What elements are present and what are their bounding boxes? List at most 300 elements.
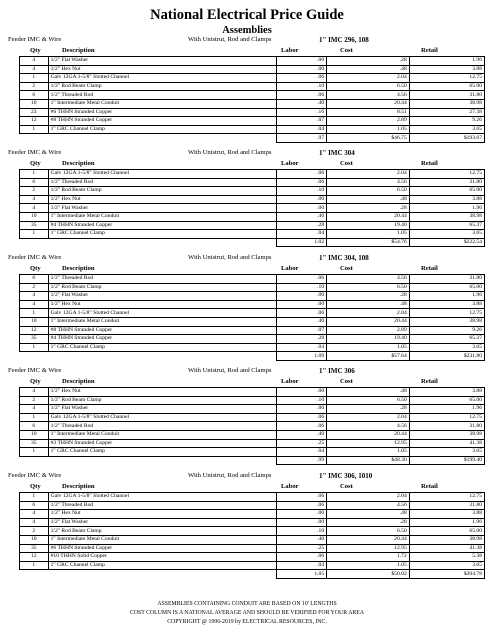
cell-desc: #8 THHN Stranded Copper — [48, 117, 277, 126]
table-row — [20, 413, 485, 422]
cell-retail: 27.38 — [409, 108, 484, 117]
cell-qty: 4 — [20, 204, 49, 213]
cell-cost: 20.44 — [327, 212, 410, 221]
cell-labor: .00 — [277, 388, 327, 397]
cell-desc: 1/2" Rod Beam Clamp — [48, 187, 277, 196]
column-header-qty: Qty — [30, 378, 41, 385]
table-row — [20, 388, 485, 397]
cell-desc: 1" GRC Channel Clamp — [48, 448, 277, 457]
cell-retail: 12.75 — [409, 413, 484, 422]
cell-qty: 1 — [20, 170, 49, 179]
cell-cost: 4.56 — [327, 275, 410, 284]
assembly-code: 1" IMC 296, 108 — [319, 36, 369, 44]
column-header-retail: Retail — [421, 483, 438, 490]
cell-desc: 1" Intermediate Metal Conduit — [48, 212, 277, 221]
cell-retail: 65.37 — [409, 221, 484, 230]
cell-retail: 65.37 — [409, 335, 484, 344]
total-spacer — [48, 134, 277, 143]
assembly-code: 1" IMC 306, 1010 — [319, 472, 373, 480]
cell-qty: 4 — [20, 518, 49, 527]
table-row — [20, 518, 485, 527]
cell-cost: 1.05 — [327, 561, 410, 570]
cell-desc: 1/2" Rod Beam Clamp — [48, 283, 277, 292]
cell-retail: 1.96 — [409, 292, 484, 301]
cell-cost: 6.50 — [327, 82, 410, 91]
total-spacer — [20, 570, 49, 579]
assembly-code: 1" IMC 304, 108 — [319, 254, 369, 262]
cell-desc: 1/2" Threaded Rod — [48, 91, 277, 100]
cell-desc: 1/2" Threaded Rod — [48, 275, 277, 284]
table-row — [20, 448, 485, 457]
cell-cost: 2.04 — [327, 74, 410, 83]
cell-retail: 38.98 — [409, 99, 484, 108]
table-row — [20, 74, 485, 83]
assembly-category: Feeder IMC & Wire — [8, 472, 62, 479]
cell-labor: .10 — [277, 396, 327, 405]
cell-qty: 1 — [20, 413, 49, 422]
cell-desc: 1/2" Flat Washer — [48, 57, 277, 66]
table-row — [20, 65, 485, 74]
cell-qty: 35 — [20, 544, 49, 553]
cell-qty: 10 — [20, 430, 49, 439]
table-row — [20, 57, 485, 66]
cell-cost: 12.95 — [327, 439, 410, 448]
total-labor: .99 — [277, 456, 327, 465]
cell-retail: 12.75 — [409, 74, 484, 83]
cell-retail: 3.88 — [409, 300, 484, 309]
table-row — [20, 195, 485, 204]
cell-desc: 1/2" Threaded Rod — [48, 501, 277, 510]
cell-qty: 4 — [20, 195, 49, 204]
assembly-code: 1" IMC 306 — [319, 367, 355, 375]
total-cost: $54.76 — [327, 238, 410, 247]
cell-qty: 1 — [20, 493, 49, 502]
cell-desc: 1/2" Flat Washer — [48, 204, 277, 213]
table-row — [20, 430, 485, 439]
cell-cost: .48 — [327, 300, 410, 309]
cell-desc: 1/2" Hex Nut — [48, 65, 277, 74]
assembly-header — [8, 253, 488, 263]
cell-desc: Galv 12GA 1-5/8" Slotted Channel — [48, 170, 277, 179]
cell-labor: .28 — [277, 221, 327, 230]
cell-qty: 2 — [20, 82, 49, 91]
cell-desc: 1/2" Hex Nut — [48, 300, 277, 309]
cell-qty: 2 — [20, 396, 49, 405]
cell-desc: 1/2" Hex Nut — [48, 195, 277, 204]
cell-labor: .04 — [277, 343, 327, 352]
cell-labor: .06 — [277, 74, 327, 83]
page-title: National Electrical Price Guide — [150, 7, 344, 23]
footer-line-2: COST COLUMN IS A NATIONAL AVERAGE AND SHOULD BE VERIFIED FOR YOUR AREA — [129, 610, 365, 616]
cell-labor: .28 — [277, 335, 327, 344]
cell-qty: 10 — [20, 99, 49, 108]
cell-labor: .40 — [277, 535, 327, 544]
cell-labor: .07 — [277, 326, 327, 335]
table-row — [20, 230, 485, 239]
cell-retail: 65.00 — [409, 187, 484, 196]
cell-cost: 4.56 — [327, 178, 410, 187]
total-labor: 1.02 — [277, 238, 327, 247]
cell-retail: 3.88 — [409, 510, 484, 519]
cell-cost: 19.40 — [327, 335, 410, 344]
cell-desc: 1/2" Flat Washer — [48, 405, 277, 414]
cell-cost: .48 — [327, 65, 410, 74]
cell-cost: 20.44 — [327, 430, 410, 439]
cell-retail: 38.98 — [409, 535, 484, 544]
cell-cost: .28 — [327, 405, 410, 414]
column-header-labor: Labor — [281, 483, 299, 490]
cell-desc: Galv 12GA 1-5/8" Slotted Channel — [48, 309, 277, 318]
cell-qty: 1 — [20, 125, 49, 134]
cell-retail: 1.96 — [409, 518, 484, 527]
cell-labor: .06 — [277, 309, 327, 318]
table-row — [20, 405, 485, 414]
cell-retail: 65.00 — [409, 527, 484, 536]
cell-cost: 1.05 — [327, 343, 410, 352]
column-header-labor: Labor — [281, 47, 299, 54]
cell-qty: 35 — [20, 335, 49, 344]
cell-retail: 3.88 — [409, 195, 484, 204]
table-row — [20, 283, 485, 292]
assembly-description: With Unistrut, Rod and Clamps — [188, 36, 272, 43]
total-spacer — [20, 238, 49, 247]
cell-cost: 4.56 — [327, 91, 410, 100]
cell-cost: 1.72 — [327, 553, 410, 562]
cell-desc: #3 THHN Stranded Copper — [48, 439, 277, 448]
table-row — [20, 561, 485, 570]
total-retail: $199.40 — [409, 456, 484, 465]
cell-cost: 12.95 — [327, 544, 410, 553]
total-retail: $193.67 — [409, 134, 484, 143]
cell-desc: 1" GRC Channel Clamp — [48, 561, 277, 570]
cell-qty: 1 — [20, 230, 49, 239]
total-labor: 1.09 — [277, 352, 327, 361]
table-row — [20, 343, 485, 352]
cell-retail: 41.38 — [409, 439, 484, 448]
table-row — [20, 99, 485, 108]
cell-labor: .10 — [277, 527, 327, 536]
cell-retail: 3.65 — [409, 448, 484, 457]
cell-retail: 31.80 — [409, 91, 484, 100]
total-labor: .97 — [277, 134, 327, 143]
cell-cost: 2.04 — [327, 493, 410, 502]
cell-desc: 1/2" Flat Washer — [48, 292, 277, 301]
cell-desc: 1/2" Rod Beam Clamp — [48, 527, 277, 536]
cell-retail: 31.80 — [409, 501, 484, 510]
cell-cost: .28 — [327, 57, 410, 66]
cell-desc: 1" GRC Channel Clamp — [48, 125, 277, 134]
column-header-cost: Cost — [340, 160, 353, 167]
cell-retail: 65.00 — [409, 283, 484, 292]
assembly-description: With Unistrut, Rod and Clamps — [188, 472, 272, 479]
cell-retail: 9.26 — [409, 117, 484, 126]
cell-retail: 38.98 — [409, 430, 484, 439]
assembly-description: With Unistrut, Rod and Clamps — [188, 254, 272, 261]
assembly-table — [19, 274, 485, 361]
total-spacer — [20, 456, 49, 465]
table-row — [20, 82, 485, 91]
column-headers — [0, 46, 494, 55]
assembly-table — [19, 169, 485, 247]
cell-qty: 4 — [20, 292, 49, 301]
cell-labor: .06 — [277, 91, 327, 100]
cell-desc: 1/2" Threaded Rod — [48, 178, 277, 187]
cell-desc: 1/2" Hex Nut — [48, 510, 277, 519]
cell-qty: 23 — [20, 108, 49, 117]
cell-cost: 2.89 — [327, 326, 410, 335]
cell-qty: 10 — [20, 535, 49, 544]
column-header-cost: Cost — [340, 378, 353, 385]
cell-labor: .06 — [277, 553, 327, 562]
total-spacer — [48, 456, 277, 465]
total-spacer — [48, 238, 277, 247]
cell-qty: 6 — [20, 501, 49, 510]
table-row — [20, 292, 485, 301]
cell-desc: #4 THHN Stranded Copper — [48, 221, 277, 230]
table-row — [20, 335, 485, 344]
assembly-category: Feeder IMC & Wire — [8, 149, 62, 156]
total-cost: $46.75 — [327, 134, 410, 143]
assembly-category: Feeder IMC & Wire — [8, 367, 62, 374]
cell-retail: 65.00 — [409, 396, 484, 405]
cell-desc: 1" Intermediate Metal Conduit — [48, 99, 277, 108]
assembly-table — [19, 56, 485, 143]
cell-qty: 10 — [20, 212, 49, 221]
table-row — [20, 326, 485, 335]
total-cost: $50.02 — [327, 570, 410, 579]
cell-labor: .40 — [277, 212, 327, 221]
cell-desc: #4 THHN Stranded Copper — [48, 335, 277, 344]
cell-cost: .48 — [327, 388, 410, 397]
column-header-qty: Qty — [30, 47, 41, 54]
table-row — [20, 91, 485, 100]
assembly-description: With Unistrut, Rod and Clamps — [188, 367, 272, 374]
total-retail: $231.80 — [409, 352, 484, 361]
table-row — [20, 275, 485, 284]
total-spacer — [48, 570, 277, 579]
total-spacer — [20, 134, 49, 143]
table-row — [20, 309, 485, 318]
total-spacer — [20, 352, 49, 361]
cell-cost: 4.56 — [327, 501, 410, 510]
table-row — [20, 170, 485, 179]
assembly-category: Feeder IMC & Wire — [8, 254, 62, 261]
cell-desc: Galv 12GA 1-5/8" Slotted Channel — [48, 413, 277, 422]
cell-desc: 1/2" Threaded Rod — [48, 422, 277, 431]
table-row — [20, 527, 485, 536]
cell-cost: 6.50 — [327, 283, 410, 292]
column-header-retail: Retail — [421, 47, 438, 54]
assembly-header — [8, 366, 488, 376]
cell-desc: 1/2" Flat Washer — [48, 518, 277, 527]
cell-qty: 1 — [20, 561, 49, 570]
cell-retail: 9.26 — [409, 326, 484, 335]
cell-cost: 1.05 — [327, 230, 410, 239]
column-header-labor: Labor — [281, 265, 299, 272]
cell-retail: 31.80 — [409, 178, 484, 187]
table-row — [20, 187, 485, 196]
cell-retail: 38.98 — [409, 212, 484, 221]
cell-retail: 3.88 — [409, 388, 484, 397]
cell-qty: 12 — [20, 326, 49, 335]
cell-qty: 4 — [20, 300, 49, 309]
cell-retail: 1.96 — [409, 204, 484, 213]
cell-qty: 12 — [20, 117, 49, 126]
cell-retail: 41.38 — [409, 544, 484, 553]
cell-desc: 1/2" Hex Nut — [48, 388, 277, 397]
cell-labor: .40 — [277, 317, 327, 326]
column-header-cost: Cost — [340, 265, 353, 272]
cell-qty: 4 — [20, 510, 49, 519]
footer-line-3: COPYRIGHT @ 1996-2019 by ELECTRICAL RESOURCES, INC. — [167, 619, 327, 625]
cell-cost: 2.04 — [327, 413, 410, 422]
column-header-retail: Retail — [421, 160, 438, 167]
cell-labor: .00 — [277, 65, 327, 74]
table-row — [20, 501, 485, 510]
cell-desc: #6 THHN Stranded Copper — [48, 544, 277, 553]
cell-desc: #8 THHN Stranded Copper — [48, 326, 277, 335]
table-row — [20, 553, 485, 562]
cell-cost: 2.04 — [327, 170, 410, 179]
table-row — [20, 204, 485, 213]
cell-qty: 35 — [20, 439, 49, 448]
cell-desc: 1/2" Rod Beam Clamp — [48, 82, 277, 91]
cell-cost: 20.44 — [327, 317, 410, 326]
column-header-description: Description — [62, 378, 95, 385]
column-headers — [0, 482, 494, 491]
cell-cost: 8.51 — [327, 108, 410, 117]
page-subtitle: Assemblies — [222, 25, 272, 36]
cell-labor: .10 — [277, 187, 327, 196]
cell-retail: 31.80 — [409, 422, 484, 431]
cell-labor: .04 — [277, 230, 327, 239]
cell-retail: 3.65 — [409, 125, 484, 134]
table-row — [20, 212, 485, 221]
cell-cost: 2.89 — [327, 117, 410, 126]
table-row — [20, 510, 485, 519]
cell-labor: .40 — [277, 430, 327, 439]
cell-cost: 6.50 — [327, 187, 410, 196]
cell-labor: .00 — [277, 195, 327, 204]
column-header-cost: Cost — [340, 47, 353, 54]
cell-desc: 1" GRC Channel Clamp — [48, 230, 277, 239]
cell-qty: 2 — [20, 187, 49, 196]
assembly-header — [8, 35, 488, 45]
cell-qty: 12 — [20, 553, 49, 562]
table-row — [20, 108, 485, 117]
column-header-qty: Qty — [30, 483, 41, 490]
cell-desc: #6 THHN Stranded Copper — [48, 108, 277, 117]
table-row — [20, 117, 485, 126]
cell-qty: 1 — [20, 309, 49, 318]
column-header-qty: Qty — [30, 160, 41, 167]
total-row — [20, 238, 485, 247]
cell-labor: .25 — [277, 544, 327, 553]
cell-labor: .10 — [277, 283, 327, 292]
cell-labor: .06 — [277, 493, 327, 502]
column-header-retail: Retail — [421, 378, 438, 385]
cell-retail: 3.88 — [409, 65, 484, 74]
column-header-description: Description — [62, 483, 95, 490]
total-row — [20, 134, 485, 143]
cell-desc: 1" Intermediate Metal Conduit — [48, 535, 277, 544]
cell-retail: 1.96 — [409, 405, 484, 414]
cell-labor: .10 — [277, 82, 327, 91]
cell-retail: 38.98 — [409, 317, 484, 326]
column-headers — [0, 159, 494, 168]
column-header-retail: Retail — [421, 265, 438, 272]
cell-cost: 6.50 — [327, 527, 410, 536]
cell-labor: .04 — [277, 561, 327, 570]
cell-cost: .48 — [327, 510, 410, 519]
total-labor: 1.05 — [277, 570, 327, 579]
cell-cost: .48 — [327, 195, 410, 204]
column-header-labor: Labor — [281, 160, 299, 167]
cell-retail: 3.65 — [409, 343, 484, 352]
cell-cost: 19.40 — [327, 221, 410, 230]
cell-labor: .00 — [277, 57, 327, 66]
cell-retail: 12.75 — [409, 309, 484, 318]
column-header-cost: Cost — [340, 483, 353, 490]
cell-retail: 65.00 — [409, 82, 484, 91]
assembly-table — [19, 387, 485, 465]
cell-labor: .06 — [277, 170, 327, 179]
cell-qty: 4 — [20, 57, 49, 66]
cell-cost: 6.50 — [327, 396, 410, 405]
assembly-table — [19, 492, 485, 579]
cell-desc: Galv 12GA 1-5/8" Slotted Channel — [48, 493, 277, 502]
cell-labor: .07 — [277, 117, 327, 126]
total-spacer — [48, 352, 277, 361]
cell-retail: 31.80 — [409, 275, 484, 284]
cell-qty: 35 — [20, 221, 49, 230]
cell-labor: .04 — [277, 448, 327, 457]
table-row — [20, 422, 485, 431]
cell-qty: 6 — [20, 422, 49, 431]
cell-labor: .00 — [277, 300, 327, 309]
cell-cost: .28 — [327, 204, 410, 213]
cell-cost: 4.56 — [327, 422, 410, 431]
column-header-labor: Labor — [281, 378, 299, 385]
cell-desc: 1" GRC Channel Clamp — [48, 343, 277, 352]
cell-labor: .06 — [277, 422, 327, 431]
total-row — [20, 352, 485, 361]
cell-qty: 6 — [20, 91, 49, 100]
column-header-qty: Qty — [30, 265, 41, 272]
column-headers — [0, 377, 494, 386]
table-row — [20, 535, 485, 544]
column-header-description: Description — [62, 47, 95, 54]
column-header-description: Description — [62, 160, 95, 167]
total-retail: $204.78 — [409, 570, 484, 579]
assembly-category: Feeder IMC & Wire — [8, 36, 62, 43]
cell-qty: 2 — [20, 283, 49, 292]
cell-retail: 1.96 — [409, 57, 484, 66]
cell-desc: #10 THHN Solid Copper — [48, 553, 277, 562]
cell-desc: 1" Intermediate Metal Conduit — [48, 317, 277, 326]
assembly-header — [8, 471, 488, 481]
cell-desc: Galv 12GA 1-5/8" Slotted Channel — [48, 74, 277, 83]
total-retail: $222.54 — [409, 238, 484, 247]
table-row — [20, 396, 485, 405]
cell-retail: 12.75 — [409, 170, 484, 179]
table-row — [20, 439, 485, 448]
cell-labor: .06 — [277, 413, 327, 422]
cell-qty: 1 — [20, 343, 49, 352]
cell-labor: .40 — [277, 99, 327, 108]
cell-qty: 10 — [20, 317, 49, 326]
cell-qty: 1 — [20, 74, 49, 83]
